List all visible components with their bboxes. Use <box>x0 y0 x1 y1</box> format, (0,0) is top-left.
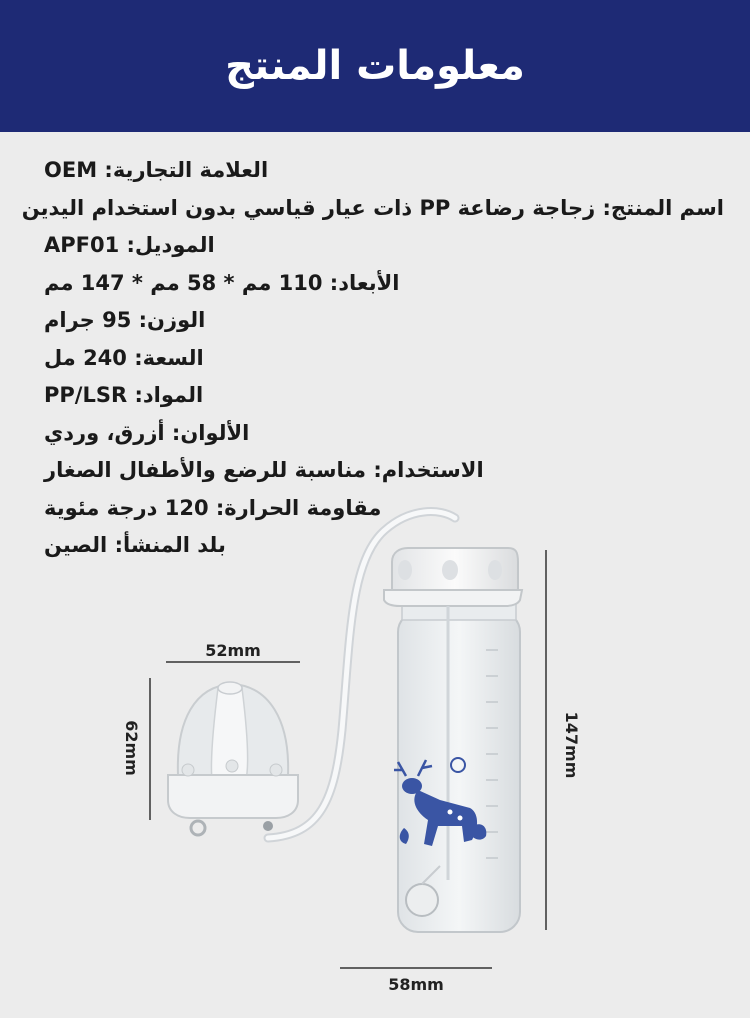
spec-value: الصين <box>44 533 108 557</box>
spec-label: مقاومة الحرارة: <box>215 495 382 520</box>
spec-value: 120 درجة مئوية <box>44 495 209 520</box>
dimension-nipple-height <box>122 678 150 820</box>
spec-label: الوزن: <box>138 308 206 332</box>
spec-label: اسم المنتج: <box>602 195 724 220</box>
spec-value: 110 مم * 58 مم * 147 مم <box>44 270 323 295</box>
page-title: معلومات المنتج <box>225 43 525 89</box>
spec-label: العلامة التجارية: <box>104 158 269 182</box>
dim-label: 58mm <box>388 975 444 994</box>
spec-value: OEM <box>44 158 98 182</box>
dimension-bottle-height <box>546 550 581 930</box>
spec-value: APF01 <box>44 233 120 257</box>
spec-value: زجاجة رضاعة PP ذات عيار قياسي بدون استخدام اليدين <box>21 195 596 220</box>
spec-value: مناسبة للرضع والأطفال الصغار <box>44 458 367 482</box>
spec-label: الاستخدام: <box>373 458 484 482</box>
spec-value: 240 مل <box>44 345 127 370</box>
spec-label: السعة: <box>134 345 204 370</box>
spec-label: بلد المنشأ: <box>114 533 226 557</box>
spec-value: 95 جرام <box>44 308 132 332</box>
dim-label: 147mm <box>562 711 581 779</box>
dimension-nipple-width <box>166 641 300 662</box>
spec-label: الألوان: <box>171 420 250 445</box>
bottle <box>384 548 522 932</box>
spec-label: المواد: <box>134 383 204 407</box>
dimension-bottle-width <box>340 968 492 994</box>
spec-value: PP/LSR <box>44 383 128 407</box>
nipple-unit <box>168 682 298 835</box>
dim-label: 52mm <box>205 641 261 660</box>
spec-label: الأبعاد: <box>329 270 400 295</box>
spec-value: أزرق، وردي <box>44 420 165 445</box>
dim-label: 62mm <box>122 720 141 776</box>
spec-label: الموديل: <box>126 233 215 257</box>
